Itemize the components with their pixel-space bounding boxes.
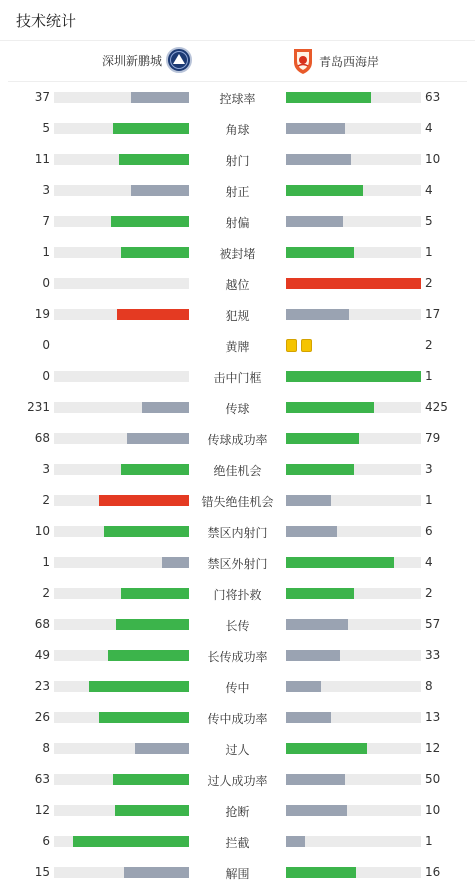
home-bar-fill	[117, 309, 189, 320]
home-value: 1	[42, 245, 50, 259]
home-value: 0	[42, 276, 50, 290]
home-value: 10	[34, 524, 50, 538]
away-bar-track	[286, 495, 421, 506]
away-team[interactable]	[291, 47, 379, 75]
home-bar-track	[54, 464, 189, 475]
stat-label: 过人成功率	[207, 774, 268, 788]
home-value: 68	[34, 431, 50, 445]
home-value: 3	[42, 183, 50, 197]
home-value: 6	[42, 834, 50, 848]
yellow-card-icon	[286, 339, 297, 352]
away-bar-track	[286, 278, 421, 289]
away-bar-track	[286, 836, 421, 847]
home-value: 231	[27, 400, 50, 414]
home-bar-track	[54, 526, 189, 537]
away-bar-fill	[286, 154, 351, 165]
away-bar-fill	[286, 92, 371, 103]
home-value: 49	[34, 648, 50, 662]
stat-row	[0, 392, 475, 423]
stat-row	[0, 671, 475, 702]
home-bar-track	[54, 402, 189, 413]
away-bar-fill	[286, 681, 321, 692]
away-bar-fill	[286, 402, 374, 413]
away-value: 57	[425, 617, 441, 631]
away-value: 1	[425, 245, 433, 259]
home-bar-track	[54, 309, 189, 320]
away-bar-fill	[286, 433, 359, 444]
home-bar-fill	[113, 774, 189, 785]
stat-row	[0, 826, 475, 857]
home-bar-track	[54, 681, 189, 692]
home-bar-track	[54, 371, 189, 382]
away-value: 50	[425, 772, 441, 786]
home-bar-fill	[162, 557, 189, 568]
home-bar-fill	[108, 650, 189, 661]
away-value: 2	[425, 586, 433, 600]
away-value: 1	[425, 369, 433, 383]
away-bar-fill	[286, 464, 354, 475]
home-value: 23	[34, 679, 50, 693]
away-bar-fill	[286, 557, 394, 568]
away-bar-fill	[286, 309, 349, 320]
away-bar-track	[286, 619, 421, 630]
home-value: 1	[42, 555, 50, 569]
away-value: 12	[425, 741, 441, 755]
away-bar-fill	[286, 588, 354, 599]
home-bar-fill	[113, 123, 189, 134]
away-value: 5	[425, 214, 433, 228]
home-bar-track	[54, 185, 189, 196]
away-value: 10	[425, 152, 441, 166]
away-bar-track	[286, 743, 421, 754]
away-bar-fill	[286, 774, 345, 785]
away-value: 1	[425, 834, 433, 848]
home-bar-fill	[135, 743, 189, 754]
home-bar-track	[54, 588, 189, 599]
away-bar-track	[286, 92, 421, 103]
away-bar-fill	[286, 371, 421, 382]
home-bar-track	[54, 712, 189, 723]
stat-label: 错失绝佳机会	[201, 495, 274, 509]
away-bar-fill	[286, 185, 363, 196]
home-value: 63	[34, 772, 50, 786]
home-bar-track	[54, 495, 189, 506]
home-value: 37	[34, 90, 50, 104]
teams-header	[8, 41, 467, 82]
away-bar-track	[286, 526, 421, 537]
stat-label: 解围	[225, 867, 250, 881]
away-bar-track	[286, 588, 421, 599]
away-bar-track	[286, 433, 421, 444]
stat-row	[0, 547, 475, 578]
stat-row	[0, 454, 475, 485]
stat-row	[0, 82, 475, 113]
shenzhen-peng-city-crest-icon	[166, 47, 192, 73]
home-value: 12	[34, 803, 50, 817]
home-bar-track	[54, 557, 189, 568]
stat-label: 长传	[225, 619, 250, 633]
stat-label: 传球	[225, 402, 250, 416]
stat-row	[0, 857, 475, 888]
stat-label: 角球	[225, 123, 250, 137]
away-bar-track	[286, 123, 421, 134]
stat-row	[0, 113, 475, 144]
home-value: 3	[42, 462, 50, 476]
home-bar-track	[54, 650, 189, 661]
away-bar-fill	[286, 495, 331, 506]
away-bar-fill	[286, 712, 331, 723]
home-bar-fill	[104, 526, 189, 537]
away-value: 3	[425, 462, 433, 476]
stat-row	[0, 237, 475, 268]
away-value: 13	[425, 710, 441, 724]
stat-label: 门将扑救	[213, 588, 262, 602]
stat-label: 绝佳机会	[213, 464, 262, 478]
away-value: 33	[425, 648, 441, 662]
home-bar-track	[54, 743, 189, 754]
home-bar-fill	[89, 681, 189, 692]
home-value: 15	[34, 865, 50, 879]
stat-row	[0, 175, 475, 206]
away-bar-fill	[286, 526, 337, 537]
home-value: 2	[42, 586, 50, 600]
home-bar-track	[54, 154, 189, 165]
home-bar-track	[54, 619, 189, 630]
home-bar-fill	[116, 619, 189, 630]
away-value: 6	[425, 524, 433, 538]
away-bar-track	[286, 371, 421, 382]
home-bar-track	[54, 433, 189, 444]
stat-label: 拦截	[225, 836, 250, 850]
stat-row	[0, 485, 475, 516]
away-bar-fill	[286, 743, 367, 754]
away-value: 16	[425, 865, 441, 879]
home-bar-fill	[131, 92, 189, 103]
home-bar-track	[54, 774, 189, 785]
home-bar-fill	[73, 836, 189, 847]
stat-label: 射偏	[225, 216, 250, 230]
away-value: 2	[425, 276, 433, 290]
away-bar-track	[286, 247, 421, 258]
home-team[interactable]	[102, 47, 192, 73]
away-value: 4	[425, 121, 433, 135]
away-bar-track	[286, 867, 421, 878]
stat-row	[0, 795, 475, 826]
home-bar-track	[54, 278, 189, 289]
stat-label: 犯规	[225, 309, 250, 323]
stat-label: 射正	[225, 185, 250, 199]
home-bar-track	[54, 123, 189, 134]
away-bar-track	[286, 402, 421, 413]
stat-label: 禁区内射门	[207, 526, 268, 540]
away-bar-track	[286, 154, 421, 165]
home-bar-track	[54, 836, 189, 847]
away-bar-track	[286, 681, 421, 692]
away-bar-fill	[286, 867, 356, 878]
away-bar-fill	[286, 619, 348, 630]
away-bar-track	[286, 185, 421, 196]
away-value: 79	[425, 431, 441, 445]
home-value: 2	[42, 493, 50, 507]
stat-label: 控球率	[219, 92, 256, 106]
home-value: 0	[42, 338, 50, 352]
home-value: 68	[34, 617, 50, 631]
home-bar-fill	[99, 495, 189, 506]
away-bar-fill	[286, 123, 345, 134]
away-bar-track	[286, 309, 421, 320]
stat-row	[0, 423, 475, 454]
stat-label: 传球成功率	[207, 433, 268, 447]
away-value: 8	[425, 679, 433, 693]
away-bar-fill	[286, 650, 340, 661]
stat-row	[0, 578, 475, 609]
home-bar-fill	[115, 805, 189, 816]
stat-label: 越位	[225, 278, 250, 292]
away-bar-fill	[286, 216, 343, 227]
stat-label: 传中成功率	[207, 712, 268, 726]
away-bar-fill	[286, 805, 347, 816]
stat-row	[0, 299, 475, 330]
home-value: 7	[42, 214, 50, 228]
qingdao-west-coast-crest-icon	[291, 47, 315, 75]
stat-label: 黄牌	[225, 340, 250, 354]
away-value: 1	[425, 493, 433, 507]
section-title: 技术统计	[16, 12, 77, 30]
home-bar-fill	[124, 867, 189, 878]
stat-label: 击中门框	[213, 371, 262, 385]
stat-label: 过人	[225, 743, 250, 757]
home-value: 19	[34, 307, 50, 321]
stat-row	[0, 206, 475, 237]
away-value: 425	[425, 400, 448, 414]
stat-row	[0, 330, 475, 361]
stat-row	[0, 640, 475, 671]
home-bar-fill	[111, 216, 189, 227]
stat-label: 长传成功率	[207, 650, 268, 664]
home-bar-fill	[127, 433, 189, 444]
home-bar-track	[54, 805, 189, 816]
home-bar-track	[54, 247, 189, 258]
away-value: 63	[425, 90, 441, 104]
stat-label: 被封堵	[219, 247, 256, 261]
away-bar-track	[286, 774, 421, 785]
home-bar-fill	[131, 185, 189, 196]
stat-label: 抢断	[225, 805, 250, 819]
home-value: 5	[42, 121, 50, 135]
stat-row	[0, 268, 475, 299]
home-bar-fill	[121, 588, 189, 599]
stat-row	[0, 609, 475, 640]
away-bar-track	[286, 805, 421, 816]
away-value: 10	[425, 803, 441, 817]
away-bar-fill	[286, 247, 354, 258]
away-value: 4	[425, 555, 433, 569]
away-bar-fill	[286, 836, 305, 847]
stat-row	[0, 764, 475, 795]
stat-label: 传中	[225, 681, 250, 695]
away-value: 17	[425, 307, 441, 321]
stat-row	[0, 516, 475, 547]
away-value: 2	[425, 338, 433, 352]
stat-row	[0, 144, 475, 175]
stat-row	[0, 702, 475, 733]
away-cards	[286, 339, 316, 352]
home-team-name: 深圳新鹏城	[101, 53, 162, 68]
home-bar-fill	[121, 464, 189, 475]
home-bar-track	[54, 867, 189, 878]
home-bar-fill	[99, 712, 189, 723]
away-bar-track	[286, 650, 421, 661]
away-bar-track	[286, 712, 421, 723]
stat-label: 射门	[225, 154, 250, 168]
away-bar-track	[286, 216, 421, 227]
stat-row	[0, 733, 475, 764]
home-value: 11	[34, 152, 50, 166]
stat-row	[0, 361, 475, 392]
away-value: 4	[425, 183, 433, 197]
home-value: 0	[42, 369, 50, 383]
away-bar-track	[286, 557, 421, 568]
home-value: 8	[42, 741, 50, 755]
away-bar-fill	[286, 278, 421, 289]
home-bar-track	[54, 92, 189, 103]
home-bar-fill	[119, 154, 189, 165]
away-bar-track	[286, 464, 421, 475]
stat-label: 禁区外射门	[207, 557, 268, 571]
away-team-name: 青岛西海岸	[319, 54, 380, 69]
home-bar-fill	[121, 247, 189, 258]
home-bar-fill	[142, 402, 189, 413]
home-value: 26	[34, 710, 50, 724]
yellow-card-icon	[301, 339, 312, 352]
home-bar-track	[54, 216, 189, 227]
